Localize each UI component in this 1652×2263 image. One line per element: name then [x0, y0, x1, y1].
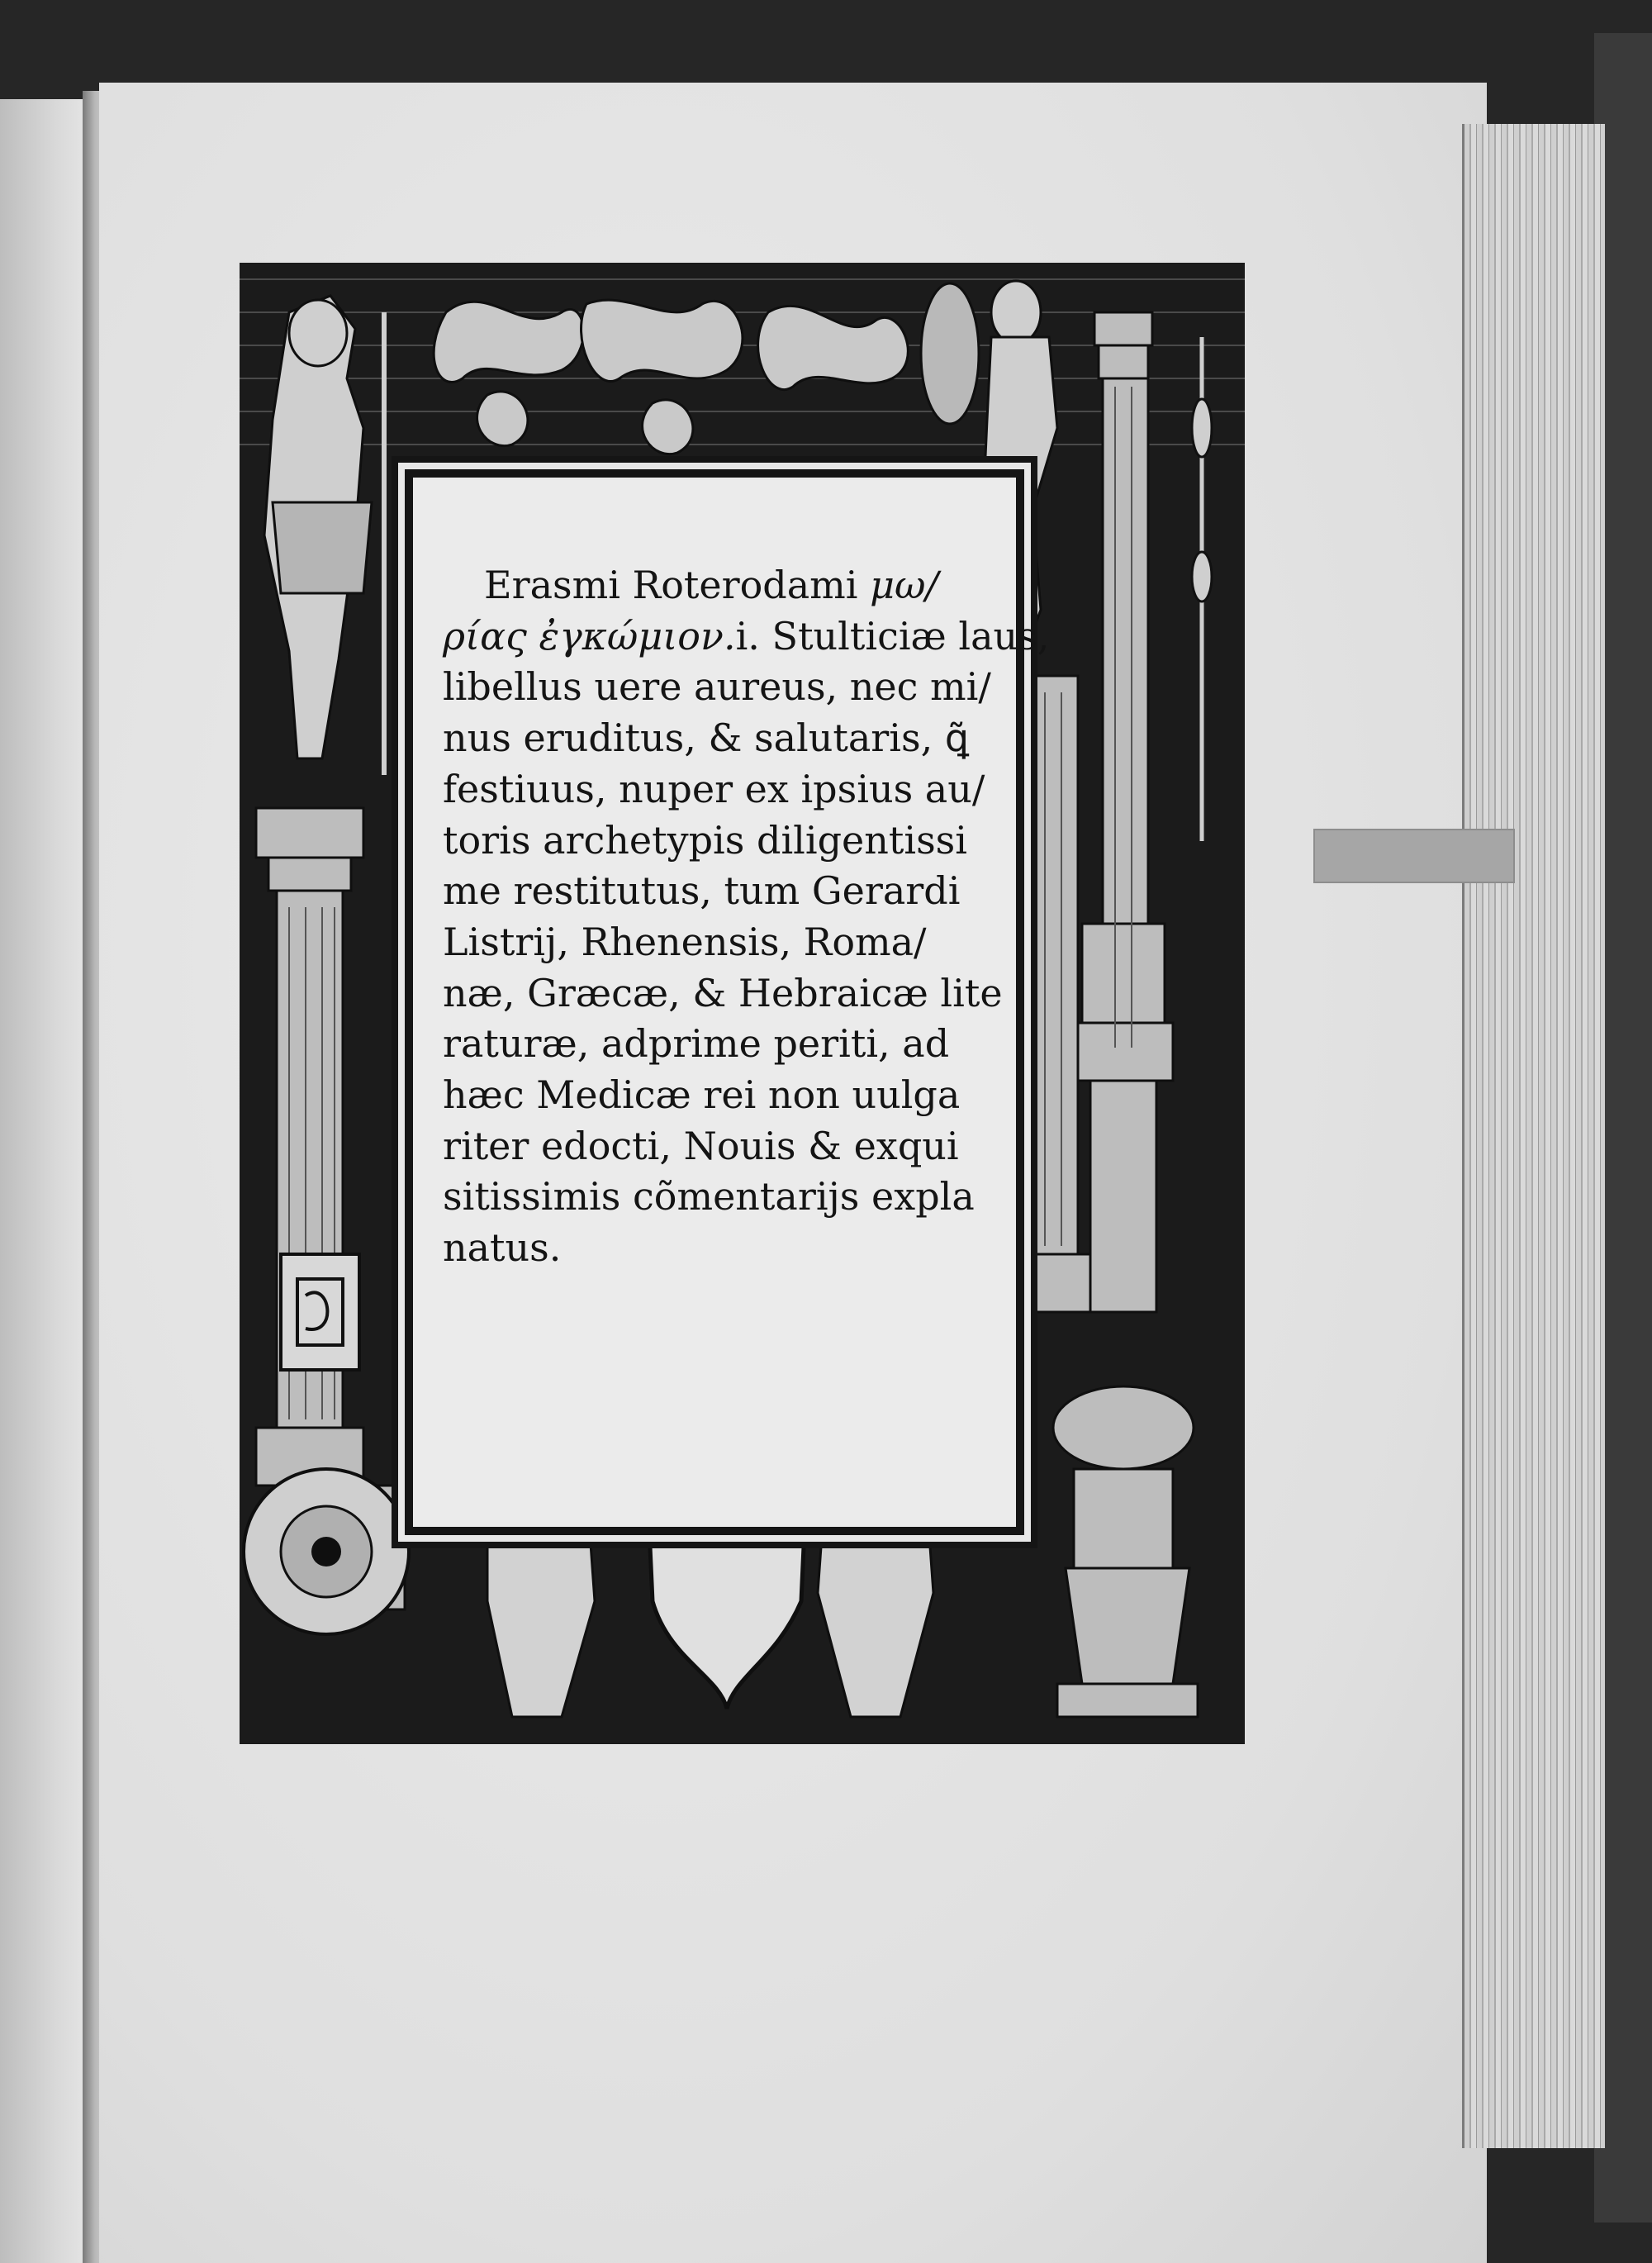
title-line: Erasmi Roterodami μω/	[484, 563, 939, 607]
title-line: me restitutus, tum Gerardi	[443, 868, 961, 914]
title-line: libellus uere aureus, nec mi/	[443, 664, 991, 710]
greek-text: ρίας ἐγκώμιον.	[443, 613, 736, 658]
title-line: Listrij, Rhenensis, Roma/	[443, 919, 927, 964]
title-text-panel	[405, 469, 1050, 1535]
title-line: natus.	[443, 1225, 562, 1271]
title-line: festiuus, nuper ex ipsius au/	[443, 766, 985, 811]
title-line: næ, Græcæ, & Hebraicæ lite	[443, 970, 1003, 1015]
title-line: ρίας ἐγκώμιον.i. Stulticiæ laus,	[443, 613, 1050, 658]
title-line: hæc Medicæ rei non uulga	[443, 1072, 961, 1118]
title-line: raturæ, adprime periti, ad	[443, 1021, 950, 1067]
title-line: toris archetypis diligentissi	[443, 817, 967, 863]
greek-text: μω/	[870, 563, 939, 607]
title-line: nus eruditus, & salutaris, ꝗ̃	[443, 716, 970, 761]
title-line: riter edocti, Nouis & exqui	[443, 1123, 959, 1168]
left-page-edge	[0, 99, 93, 2263]
title-line: sitissimis cõmentarijs expla	[443, 1174, 975, 1219]
title-text-block	[443, 560, 1050, 1274]
page-stack-edges	[1462, 124, 1605, 2148]
paper-slip-bookmark	[1313, 829, 1515, 883]
